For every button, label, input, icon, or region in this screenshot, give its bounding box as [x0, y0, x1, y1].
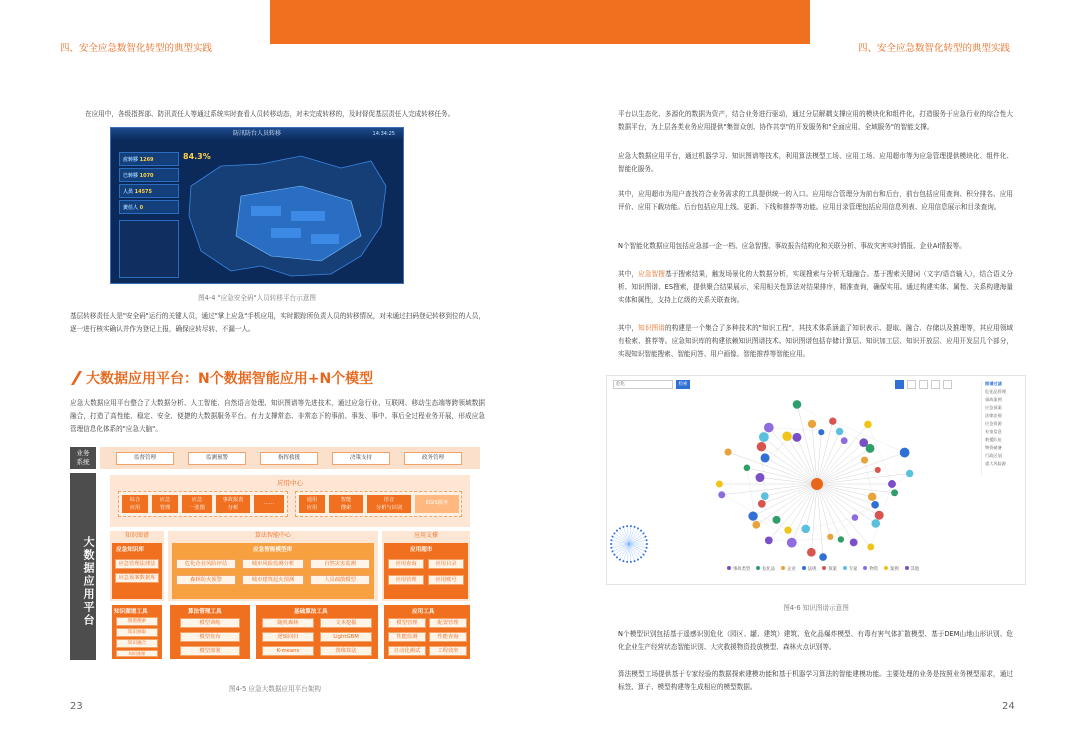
app-support-title: 应用支撑	[413, 532, 438, 539]
graph-edge	[728, 452, 817, 484]
minimap-edge	[617, 544, 629, 557]
graph-legend-item: 预案	[822, 567, 837, 572]
graph-node[interactable]	[838, 536, 844, 542]
base-algo-item: 逻辑回归	[262, 632, 314, 642]
right-para-6: 其中，知识图谱的构建是一个集合了多种技术的"知识工程"，其技术体系涵盖了知识表示、提取、融合、存储以及推理等，其应用领域有检索、推荐等。应急知识库的构建依赖知识图谱技术。知识图谱包括存储计算层、知识加工层、知识开放层、应用开发层几个部分，实现知识智能搜索、智能问答、用户画像、智能推荐等智能应用。	[618, 324, 1014, 358]
graph-filter-item[interactable]: 法律法规	[985, 413, 1002, 418]
caption-fig-4-6: 图4-6 知识图谱示意图	[783, 604, 849, 612]
graph-legend-item: 其他	[905, 567, 920, 572]
market-item: 应用管理	[388, 575, 424, 585]
base-algo-item: 随机森林	[262, 618, 314, 628]
graph-node[interactable]	[818, 429, 824, 435]
graph-edge	[817, 473, 910, 484]
right-para-1: 平台以生态化、多源化的数据为资产，结合业务进行驱动，通过分层解耦支撑应用的模块化和组件化，打造服务于应急行业的综合性大数据平台，为上层各类业务应用提供"集智众创、协作共享"的开发服务和"全面应用、全域服务"的智能支撑。	[618, 110, 1013, 131]
minimap-node	[637, 527, 639, 529]
biz-item: 指挥救援	[260, 452, 318, 465]
right-para-2: 应急大数据应用平台，通过机器学习、知识图谱等技术，利用算法模型工场、应用工场、应用超市等为应急管理提供模块化、组件化、智能化服务。	[618, 152, 1013, 173]
base-algo-title: 基础算法工具	[294, 609, 328, 615]
minimap-edge	[613, 544, 629, 551]
graph-edge	[817, 484, 823, 557]
minimap-node	[630, 525, 632, 527]
platform-architecture-diagram	[70, 447, 480, 660]
graph-edge	[817, 448, 870, 484]
page-number-right: 24	[1002, 701, 1015, 712]
kg-tool-item: 知识抽取	[116, 628, 158, 637]
graph-node[interactable]	[871, 501, 879, 509]
minimap-node	[640, 556, 642, 558]
app-tool-item: 性能监测	[388, 632, 426, 642]
algo-item: 危化企业风险评估	[176, 559, 236, 569]
graph-node[interactable]	[836, 428, 843, 435]
app-tool-item: 工程效率	[429, 646, 467, 656]
minimap-edge	[613, 537, 629, 544]
app-tool-item: 自动化测试	[388, 646, 426, 656]
graph-node[interactable]	[755, 473, 764, 482]
minimap-node	[626, 525, 628, 527]
graph-edge	[812, 424, 817, 484]
platform-body	[100, 473, 480, 660]
minimap-node	[616, 530, 618, 532]
dashboard-map	[181, 146, 396, 281]
algo-tool-title: 算法管理工具	[188, 609, 222, 615]
biz-item: 政务管理	[404, 452, 462, 465]
graph-edge	[817, 453, 905, 484]
left-header: 四、安全应急数智化转型的典型实践	[60, 43, 213, 54]
graph-node[interactable]	[888, 480, 896, 488]
graph-canvas	[607, 376, 1027, 586]
graph-edge	[765, 458, 817, 484]
algo-tool-item: 模型部署	[180, 646, 240, 656]
graph-edge	[855, 473, 910, 517]
graph-search-input[interactable]: 危化	[613, 380, 673, 389]
minimap-node	[637, 559, 639, 561]
graph-edge	[792, 484, 817, 543]
dashboard-title: 防汛防台人员转移	[111, 128, 403, 140]
app-item: EGIS服务	[415, 495, 459, 513]
dashboard-percent: 84.3%	[183, 152, 211, 161]
graph-node[interactable]	[875, 511, 884, 520]
right-para-5: 其中，应急智搜基于搜索结果，触发场景化的大数据分析，实现搜索与分析无缝融合。基于搜索关键词（文字/语音输入），结合语义分析、知识图谱、ES搜索，提供聚合结果展示，采用相关性算法对结果排序，精准查询，确保实用。通过构建实体、属性、关系构建海量实体和属性，支持上亿级的关系关联查询。	[618, 270, 1014, 304]
graph-filter-item[interactable]: 专家信息	[985, 429, 1002, 434]
graph-legend-item: 法规	[802, 567, 817, 572]
kg-app-item: 应急管理法律法	[115, 559, 159, 569]
app-tool-title: 应用工具	[412, 609, 435, 615]
graph-node[interactable]	[725, 449, 732, 456]
graph-edge	[811, 484, 817, 552]
biz-item: 监测预警	[188, 452, 246, 465]
kg-tool-item: 图谱搜索	[116, 617, 158, 626]
algo-item: 自然灾害监测	[310, 559, 370, 569]
dashboard-stat: 责任人 0	[119, 200, 179, 214]
graph-filter-title: 图谱过滤	[985, 381, 1002, 386]
graph-filter-item[interactable]: 应急预案	[985, 405, 1002, 410]
minimap-node	[619, 559, 621, 561]
base-algo-item: 文本挖掘	[320, 618, 372, 628]
minimap-node	[612, 536, 614, 538]
minimap-node	[610, 539, 612, 541]
app-center-title: 应用中心	[277, 479, 303, 487]
graph-edge	[817, 484, 895, 493]
minimap-node	[640, 530, 642, 532]
platform-label: 大数据应用平台	[70, 473, 96, 660]
algo-item: 森林防火预警	[176, 575, 236, 585]
biz-item: 决策支持	[332, 452, 390, 465]
algo-tool-item: 模型发布	[180, 632, 240, 642]
base-algo-item: 图像算法	[320, 646, 372, 656]
graph-edge	[787, 436, 817, 484]
graph-node[interactable]	[784, 527, 791, 534]
minimap-node	[622, 526, 624, 528]
biz-system-row	[100, 447, 480, 469]
minimap-node	[613, 532, 615, 534]
graph-edge	[817, 484, 854, 542]
app-tool-item: 模型管理	[388, 618, 426, 628]
minimap-node	[643, 554, 645, 556]
graph-node[interactable]	[852, 514, 859, 521]
graph-node[interactable]	[868, 493, 876, 501]
graph-node[interactable]	[718, 491, 725, 498]
minimap-edge	[629, 544, 645, 551]
page-number-left: 23	[70, 701, 83, 712]
dashboard-list-panel	[119, 220, 179, 278]
graph-node[interactable]	[759, 432, 769, 442]
graph-node[interactable]	[861, 457, 868, 464]
caption-fig-4-5: 图4-5 应急大数据应用平台架构	[229, 685, 321, 693]
knowledge-graph-image	[606, 375, 1026, 585]
biz-system-label: 业务 系统	[70, 447, 96, 469]
graph-legend	[727, 566, 925, 572]
graph-search-button[interactable]: 检索	[676, 380, 690, 389]
minimap-edge	[629, 544, 641, 557]
graph-edge	[817, 484, 876, 523]
algo-item: 城市建筑起火预测	[242, 575, 304, 585]
app-item: 语音 分析与识别	[367, 495, 411, 513]
minimap-node	[646, 543, 648, 545]
minimap-node	[646, 547, 648, 549]
algo-center-title: 算法智能中心	[254, 532, 291, 539]
graph-edge	[806, 518, 855, 529]
graph-node[interactable]	[765, 537, 773, 545]
graph-node[interactable]	[752, 521, 760, 529]
graph-center-node[interactable]	[811, 478, 823, 490]
graph-node[interactable]	[827, 534, 833, 540]
minimap-edge	[629, 537, 645, 544]
graph-filter-item[interactable]: 事故案例	[985, 397, 1002, 402]
kg-app-title: 应急知识库	[116, 547, 144, 553]
graph-node[interactable]	[761, 492, 769, 500]
kg-tool-item: 知识融合	[116, 639, 158, 648]
left-para-2: 基层转移责任人是"安全码"运行的关键人员，通过"掌上应急"手机应用，实时跟踪所负责人员的转移情况，对未通过扫码登记转移到位的人员，逐一进行核实确认并作为登记上报，确保应转尽转、不漏一人。	[70, 312, 485, 333]
knowledge-title: 知识图谱	[124, 532, 149, 539]
graph-node[interactable]	[792, 433, 801, 442]
section-title: 大数据应用平台：N个数据智能应用+N个模型	[75, 368, 373, 388]
minimap-node	[610, 547, 612, 549]
minimap-node	[630, 561, 632, 563]
graph-legend-item: 危化品	[756, 567, 775, 572]
graph-filter-item[interactable]: 物资储备	[985, 445, 1002, 450]
graph-filter-panel	[981, 380, 1023, 476]
market-item: 应用账号	[428, 575, 464, 585]
graph-node[interactable]	[871, 519, 880, 528]
minimap-node	[622, 560, 624, 562]
left-para-3: 应急大数据应用平台整合了大数据分析、人工智能、自然语言处理、知识图谱等先进技术，通过应急行业、互联网、移动生态端等跨领域数据融合，打造了高性能、稳定、安全、便捷的大数据服务平台。有力支撑常态、非常态下的事前、事发、事中、事后全过程业务开展，形成应急管理信息化体系的"应急大脑"。	[70, 399, 485, 433]
app-item: 通用 应用	[299, 495, 325, 513]
graph-edge	[765, 484, 817, 496]
graph-node[interactable]	[850, 539, 858, 547]
minimap-node	[616, 556, 618, 558]
algo-item: 人员疏散模型	[310, 575, 370, 585]
right-header: 四、安全应急数智化转型的典型实践	[857, 43, 1010, 54]
app-item: 应急 管理	[152, 495, 178, 513]
minimap-node	[612, 550, 614, 552]
graph-edge	[761, 447, 817, 484]
graph-node[interactable]	[761, 453, 770, 462]
graph-filter-item[interactable]: 重大风险源	[985, 461, 1006, 466]
graph-edge	[764, 437, 817, 484]
graph-node[interactable]	[758, 500, 766, 508]
kg-tool-title: 知识图谱工具	[114, 609, 148, 615]
graph-edge	[788, 484, 817, 530]
right-page	[540, 0, 1080, 738]
graph-node[interactable]	[782, 432, 791, 441]
graph-edge	[753, 516, 811, 552]
graph-filter-item[interactable]: 行政区划	[985, 453, 1002, 458]
left-para-1: 在应用中，各级指挥部、防汛责任人等通过系统实时查看人员转移动态，对未完成转移的，及时督促基层责任人完成转移任务。	[85, 110, 455, 118]
graph-node[interactable]	[841, 437, 848, 444]
app-center	[110, 475, 470, 527]
graph-node[interactable]	[757, 442, 766, 451]
graph-node[interactable]	[891, 489, 898, 496]
graph-edge	[817, 460, 865, 484]
minimap-edge	[617, 531, 629, 544]
graph-filter-item[interactable]: 危化品管理	[985, 389, 1006, 394]
graph-legend-item: 专家	[843, 567, 858, 572]
caption-fig-4-4: 图4-4 "应急安全码"人员转移平台示意图	[198, 294, 316, 302]
graph-node[interactable]	[906, 470, 913, 477]
graph-edge	[817, 484, 855, 518]
dashboard-time: 14:34:25	[372, 131, 395, 137]
graph-node[interactable]	[819, 553, 827, 561]
right-para-3: 其中，应用超市为用户查找符合业务需求的工具提供统一的入口。应用综合管理分为前台和后台，前台包括应用查询、积分排名、应用评价、应用下载功能。后台包括应用上线、更新、下线和推荐等功能。应用目录管理包括应用信息列表、应用信息展示和目录查询。	[618, 190, 1013, 211]
graph-node[interactable]	[900, 448, 910, 458]
app-item: 应急 一张图	[182, 495, 212, 513]
graph-node[interactable]	[793, 400, 802, 409]
app-item: 智能 搜索	[329, 495, 363, 513]
app-tool-item: 性能查询	[429, 632, 467, 642]
biz-item: 监督管理	[116, 452, 174, 465]
minimap-node	[634, 526, 636, 528]
minimap-node	[643, 532, 645, 534]
dashboard-stat: 应转移 1269	[119, 152, 179, 166]
base-algo-item: LightGBM	[320, 632, 372, 642]
knowledge-block	[110, 531, 164, 601]
algo-model-title: 应急智能模型库	[253, 547, 293, 553]
graph-edge	[868, 424, 892, 484]
graph-node[interactable]	[744, 465, 751, 472]
market-item: 应用查询	[388, 559, 424, 569]
kg-tool-item: 知识推理	[116, 650, 158, 657]
right-para-7: N个模型识别包括基于遥感识别危化（园区、罐、建筑）建筑、危化品爆炸模型、有毒有害气体扩散模型、基于DEM山地山形识别、危化企业生产经营状态智能识别、大灾救援物资投放模型、森林火点识别等。	[618, 630, 1013, 651]
right-para-4: N个智能化数据应用包括应急部一企一档、应急智搜、事故报告结构化和关联分析、事故灾害实时情报、企业AI情报等。	[618, 242, 966, 250]
minimap-node	[626, 561, 628, 563]
graph-node[interactable]	[801, 525, 810, 534]
app-tool-item: 配置管理	[429, 618, 467, 628]
dashboard-stat: 人员 14575	[119, 184, 179, 198]
graph-node[interactable]	[787, 538, 797, 548]
minimap-node	[634, 560, 636, 562]
app-item: 综合 应用	[122, 495, 148, 513]
minimap-node	[646, 539, 648, 541]
graph-legend-item: 物资	[863, 567, 878, 572]
graph-filter-item[interactable]: 应急资源	[985, 421, 1002, 426]
algo-tool-item: 模型训练	[180, 618, 240, 628]
section-slash-icon	[71, 371, 82, 385]
graph-node[interactable]	[875, 467, 881, 473]
app-support-block	[382, 531, 470, 601]
graph-node[interactable]	[764, 423, 774, 433]
graph-legend-item: 企业	[781, 567, 796, 572]
app-item: 事故报表 分析	[216, 495, 250, 513]
algo-item: 城市风险监测分析	[242, 559, 304, 569]
market-item: 应用目录	[428, 559, 464, 569]
graph-edge	[817, 443, 864, 484]
graph-edge	[722, 484, 817, 495]
graph-node[interactable]	[866, 444, 875, 453]
dashboard-stat: 已转移 1070	[119, 168, 179, 182]
graph-node[interactable]	[867, 544, 874, 551]
graph-legend-item: 事故类型	[727, 567, 750, 572]
minimap-node	[644, 550, 646, 552]
transfer-dashboard-image	[110, 127, 404, 284]
graph-legend-item: 案例	[884, 567, 899, 572]
right-para-8: 算法模型工场提供基于专家经验的数据探索建模功能和基于机器学习算法的智能建模功能。主要处理的业务是按照业务模型需求，通过标签、算子、模型构建等生成相应的模型数据。	[618, 670, 1013, 691]
app-item: ……	[254, 495, 284, 513]
graph-edge	[817, 484, 872, 497]
algo-center-block	[168, 531, 378, 601]
minimap-node	[610, 543, 612, 545]
graph-node[interactable]	[807, 548, 816, 557]
app-market-title: 应用超市	[410, 547, 433, 553]
graph-node[interactable]	[773, 516, 781, 524]
minimap-edge	[629, 531, 641, 544]
graph-edge	[769, 428, 840, 432]
graph-edge	[777, 484, 817, 520]
graph-node[interactable]	[808, 420, 816, 428]
graph-filter-item[interactable]: 救援队伍	[985, 437, 1002, 442]
graph-node[interactable]	[716, 481, 723, 488]
base-algo-item: K-means	[262, 646, 314, 656]
graph-node[interactable]	[829, 418, 836, 425]
minimap-node	[644, 536, 646, 538]
graph-edge	[817, 441, 844, 484]
minimap-node	[619, 527, 621, 529]
graph-node[interactable]	[864, 421, 872, 429]
graph-node[interactable]	[748, 511, 757, 520]
minimap-node	[613, 554, 615, 556]
kg-app-item: 应急预案数据库	[115, 573, 159, 583]
